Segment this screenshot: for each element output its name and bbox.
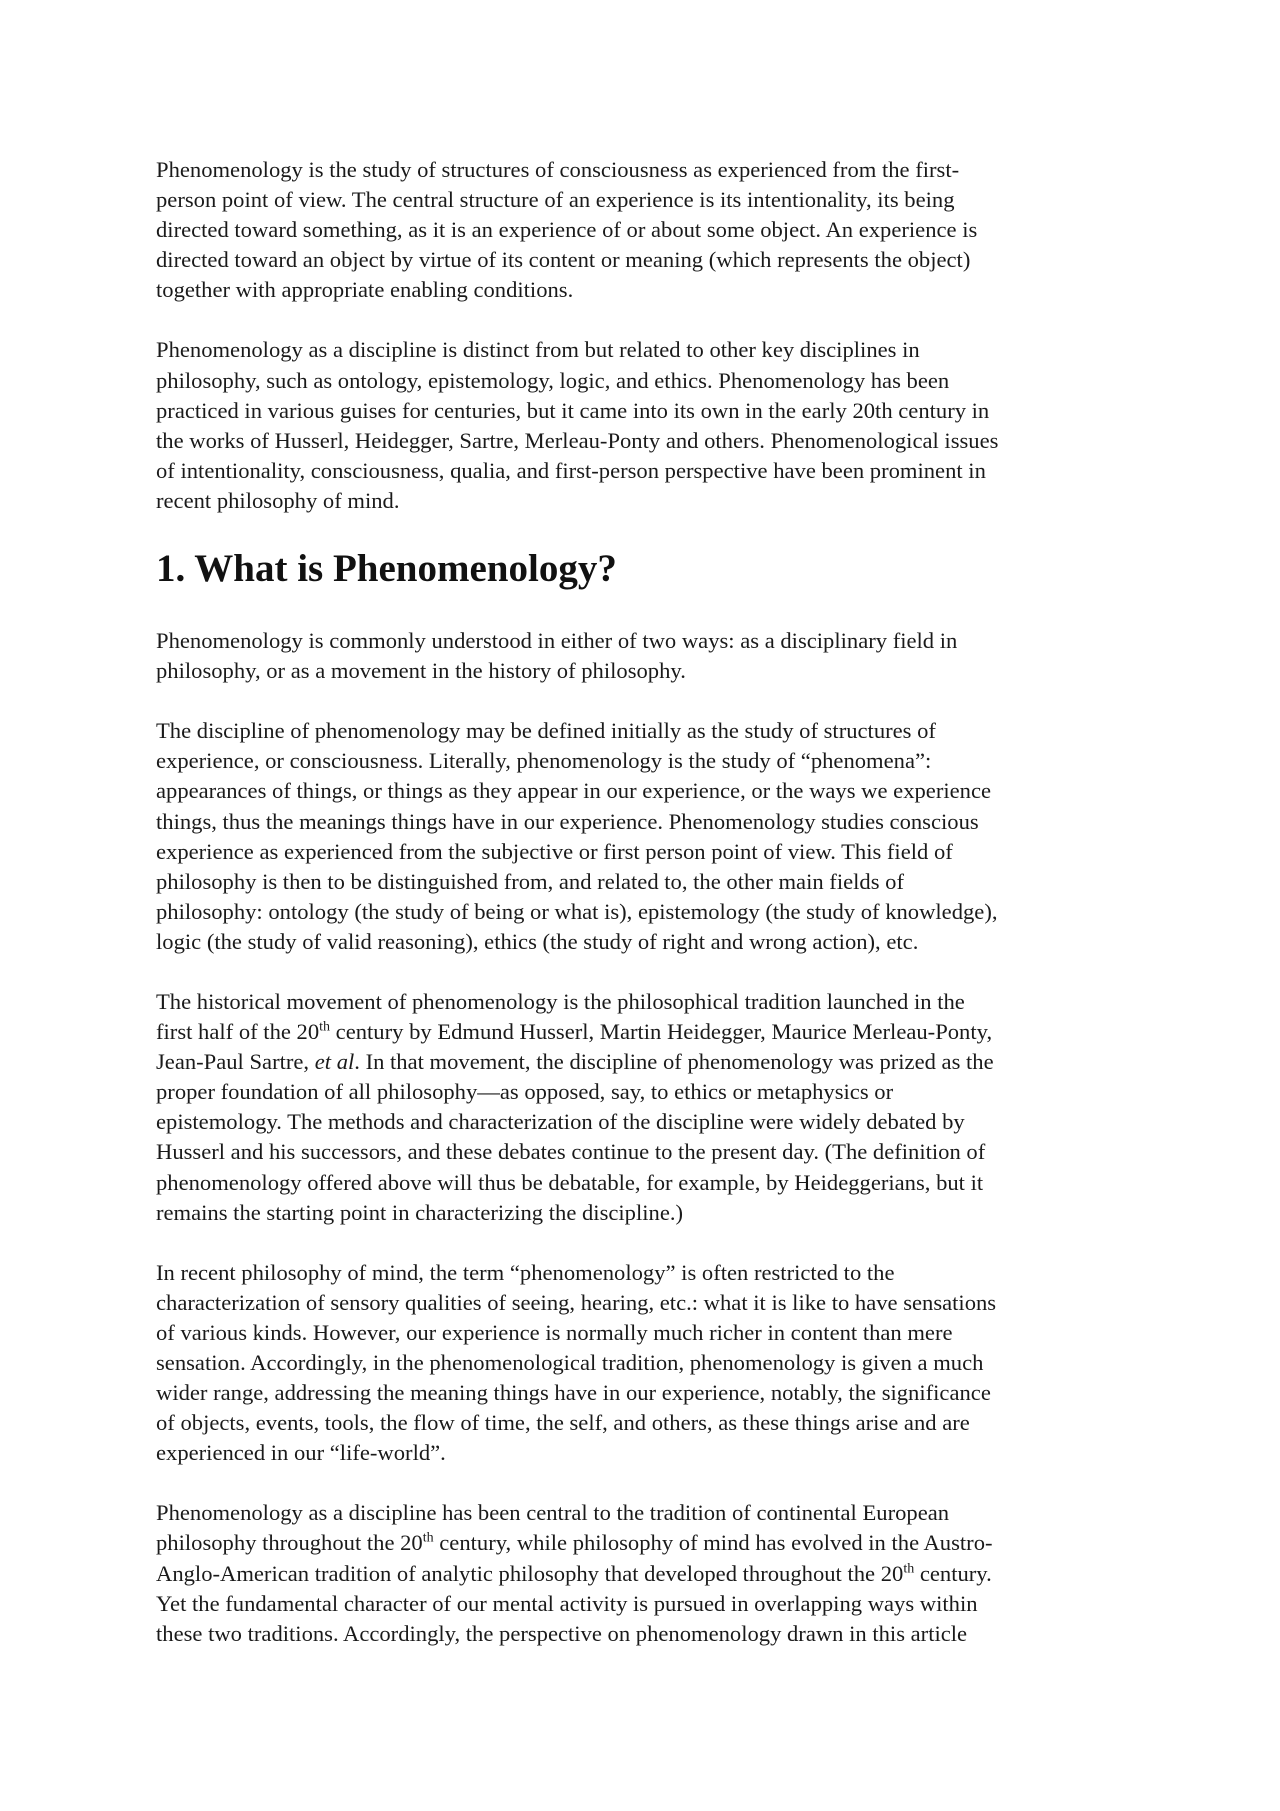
text-line: characterization of sensory qualities of seeing, hearing, etc.: what it is like to have sensations xyxy=(156,1289,997,1315)
text-line: Phenomenology is commonly understood in either of two ways: as a disciplinary field in xyxy=(156,628,958,654)
text-line: appearances of things, or things as they appear in our experience, or the ways we experience xyxy=(156,778,991,804)
text-line xyxy=(156,1047,1130,1077)
text-run: Anglo-American tradition of analytic philosophy that developed throughout the 20 xyxy=(156,1560,904,1586)
text-line: Yet the fundamental character of our mental activity is pursued in overlapping ways within xyxy=(156,1590,978,1616)
italic-text: et al xyxy=(314,1049,355,1075)
text-line: directed toward something, as it is an experience of or about some object. An experience is xyxy=(156,217,978,243)
text-line: phenomenology offered above will thus be debatable, for example, by Heideggerians, but it xyxy=(156,1169,984,1195)
text-line: wider range, addressing the meaning things have in our experience, notably, the significance xyxy=(156,1380,991,1406)
text-line: In recent philosophy of mind, the term “phenomenology” is often restricted to the xyxy=(156,1259,895,1285)
text-line: proper foundation of all philosophy—as opposed, say, to ethics or metaphysics or xyxy=(156,1079,894,1105)
intro-paragraph-1 xyxy=(156,155,1130,305)
text-line: recent philosophy of mind. xyxy=(156,487,400,513)
text-line: of objects, events, tools, the flow of time, the self, and others, as these things arise and are xyxy=(156,1410,970,1436)
superscript: th xyxy=(319,1019,331,1035)
text-line: remains the starting point in characterizing the discipline.) xyxy=(156,1199,684,1225)
text-line: of intentionality, consciousness, qualia, and first-person perspective have been prominent in xyxy=(156,457,986,483)
text-line: practiced in various guises for centuries, but it came into its own in the early 20th century in xyxy=(156,397,990,423)
text-line: sensation. Accordingly, in the phenomenological tradition, phenomenology is given a much xyxy=(156,1350,984,1375)
text-line: philosophy is then to be distinguished from, and related to, the other main fields of xyxy=(156,868,904,894)
text-line: logic (the study of valid reasoning), ethics (the study of right and wrong action), etc. xyxy=(156,928,919,954)
superscript: th xyxy=(422,1530,434,1546)
text-run: first half of the 20 xyxy=(156,1019,320,1045)
paragraph-historical-movement xyxy=(156,987,1130,1228)
text-line: Phenomenology as a discipline is distinct from but related to other key disciplines in xyxy=(156,337,920,363)
text-line: person point of view. The central structure of an experience is its intentionality, its being xyxy=(156,187,955,213)
text-line: the works of Husserl, Heidegger, Sartre, Merleau-Ponty and others. Phenomenological issues xyxy=(156,427,999,453)
text-run: Jean-Paul Sartre, xyxy=(156,1049,315,1075)
text-run: century, while philosophy of mind has evolved in the Austro- xyxy=(433,1530,993,1556)
document-page xyxy=(156,155,1130,1679)
text-run: century. xyxy=(914,1560,992,1586)
intro-paragraph-2 xyxy=(156,335,1130,516)
text-line: things, thus the meanings things have in our experience. Phenomenology studies conscious xyxy=(156,808,979,834)
text-line: together with appropriate enabling conditions. xyxy=(156,277,574,303)
text-line: Phenomenology is the study of structures of consciousness as experienced from the first- xyxy=(156,157,960,182)
paragraph-traditions xyxy=(156,1498,1130,1648)
text-line: Husserl and his successors, and these debates continue to the present day. (The definition of xyxy=(156,1139,986,1165)
text-run: philosophy throughout the 20 xyxy=(156,1530,423,1556)
superscript: th xyxy=(903,1561,915,1577)
text-line: philosophy, or as a movement in the history of philosophy. xyxy=(156,658,686,684)
text-line: philosophy, such as ontology, epistemology, logic, and ethics. Phenomenology has been xyxy=(156,367,950,393)
text-line: these two traditions. Accordingly, the perspective on phenomenology drawn in this article xyxy=(156,1620,968,1646)
text-line: epistemology. The methods and characterization of the discipline were widely debated by xyxy=(156,1109,965,1135)
section-heading: 1. What is Phenomenology? xyxy=(156,547,617,591)
text-line xyxy=(156,1559,1130,1589)
text-line: The discipline of phenomenology may be defined initially as the study of structures of xyxy=(156,718,936,744)
text-line: of various kinds. However, our experience is normally much richer in content than mere xyxy=(156,1319,953,1345)
text-line: experienced in our “life-world”. xyxy=(156,1440,446,1466)
paragraph-discipline xyxy=(156,716,1130,957)
text-line: Phenomenology as a discipline has been central to the tradition of continental European xyxy=(156,1500,950,1526)
text-line: experience, or consciousness. Literally, phenomenology is the study of “phenomena”: xyxy=(156,748,932,774)
text-line: The historical movement of phenomenology is the philosophical tradition launched in the xyxy=(156,988,965,1014)
paragraph-definition-ways xyxy=(156,626,1130,686)
text-line: directed toward an object by virtue of its content or meaning (which represents the object) xyxy=(156,247,971,273)
text-line xyxy=(156,1017,1130,1047)
text-line: experience as experienced from the subjective or first person point of view. This field of xyxy=(156,838,953,864)
text-line xyxy=(156,1528,1130,1558)
text-run: century by Edmund Husserl, Martin Heidegger, Maurice Merleau-Ponty, xyxy=(330,1019,993,1045)
text-run: . In that movement, the discipline of phenomenology was prized as the xyxy=(354,1049,994,1075)
text-line: philosophy: ontology (the study of being or what is), epistemology (the study of knowledge), xyxy=(156,898,998,924)
paragraph-philosophy-of-mind xyxy=(156,1258,1130,1469)
